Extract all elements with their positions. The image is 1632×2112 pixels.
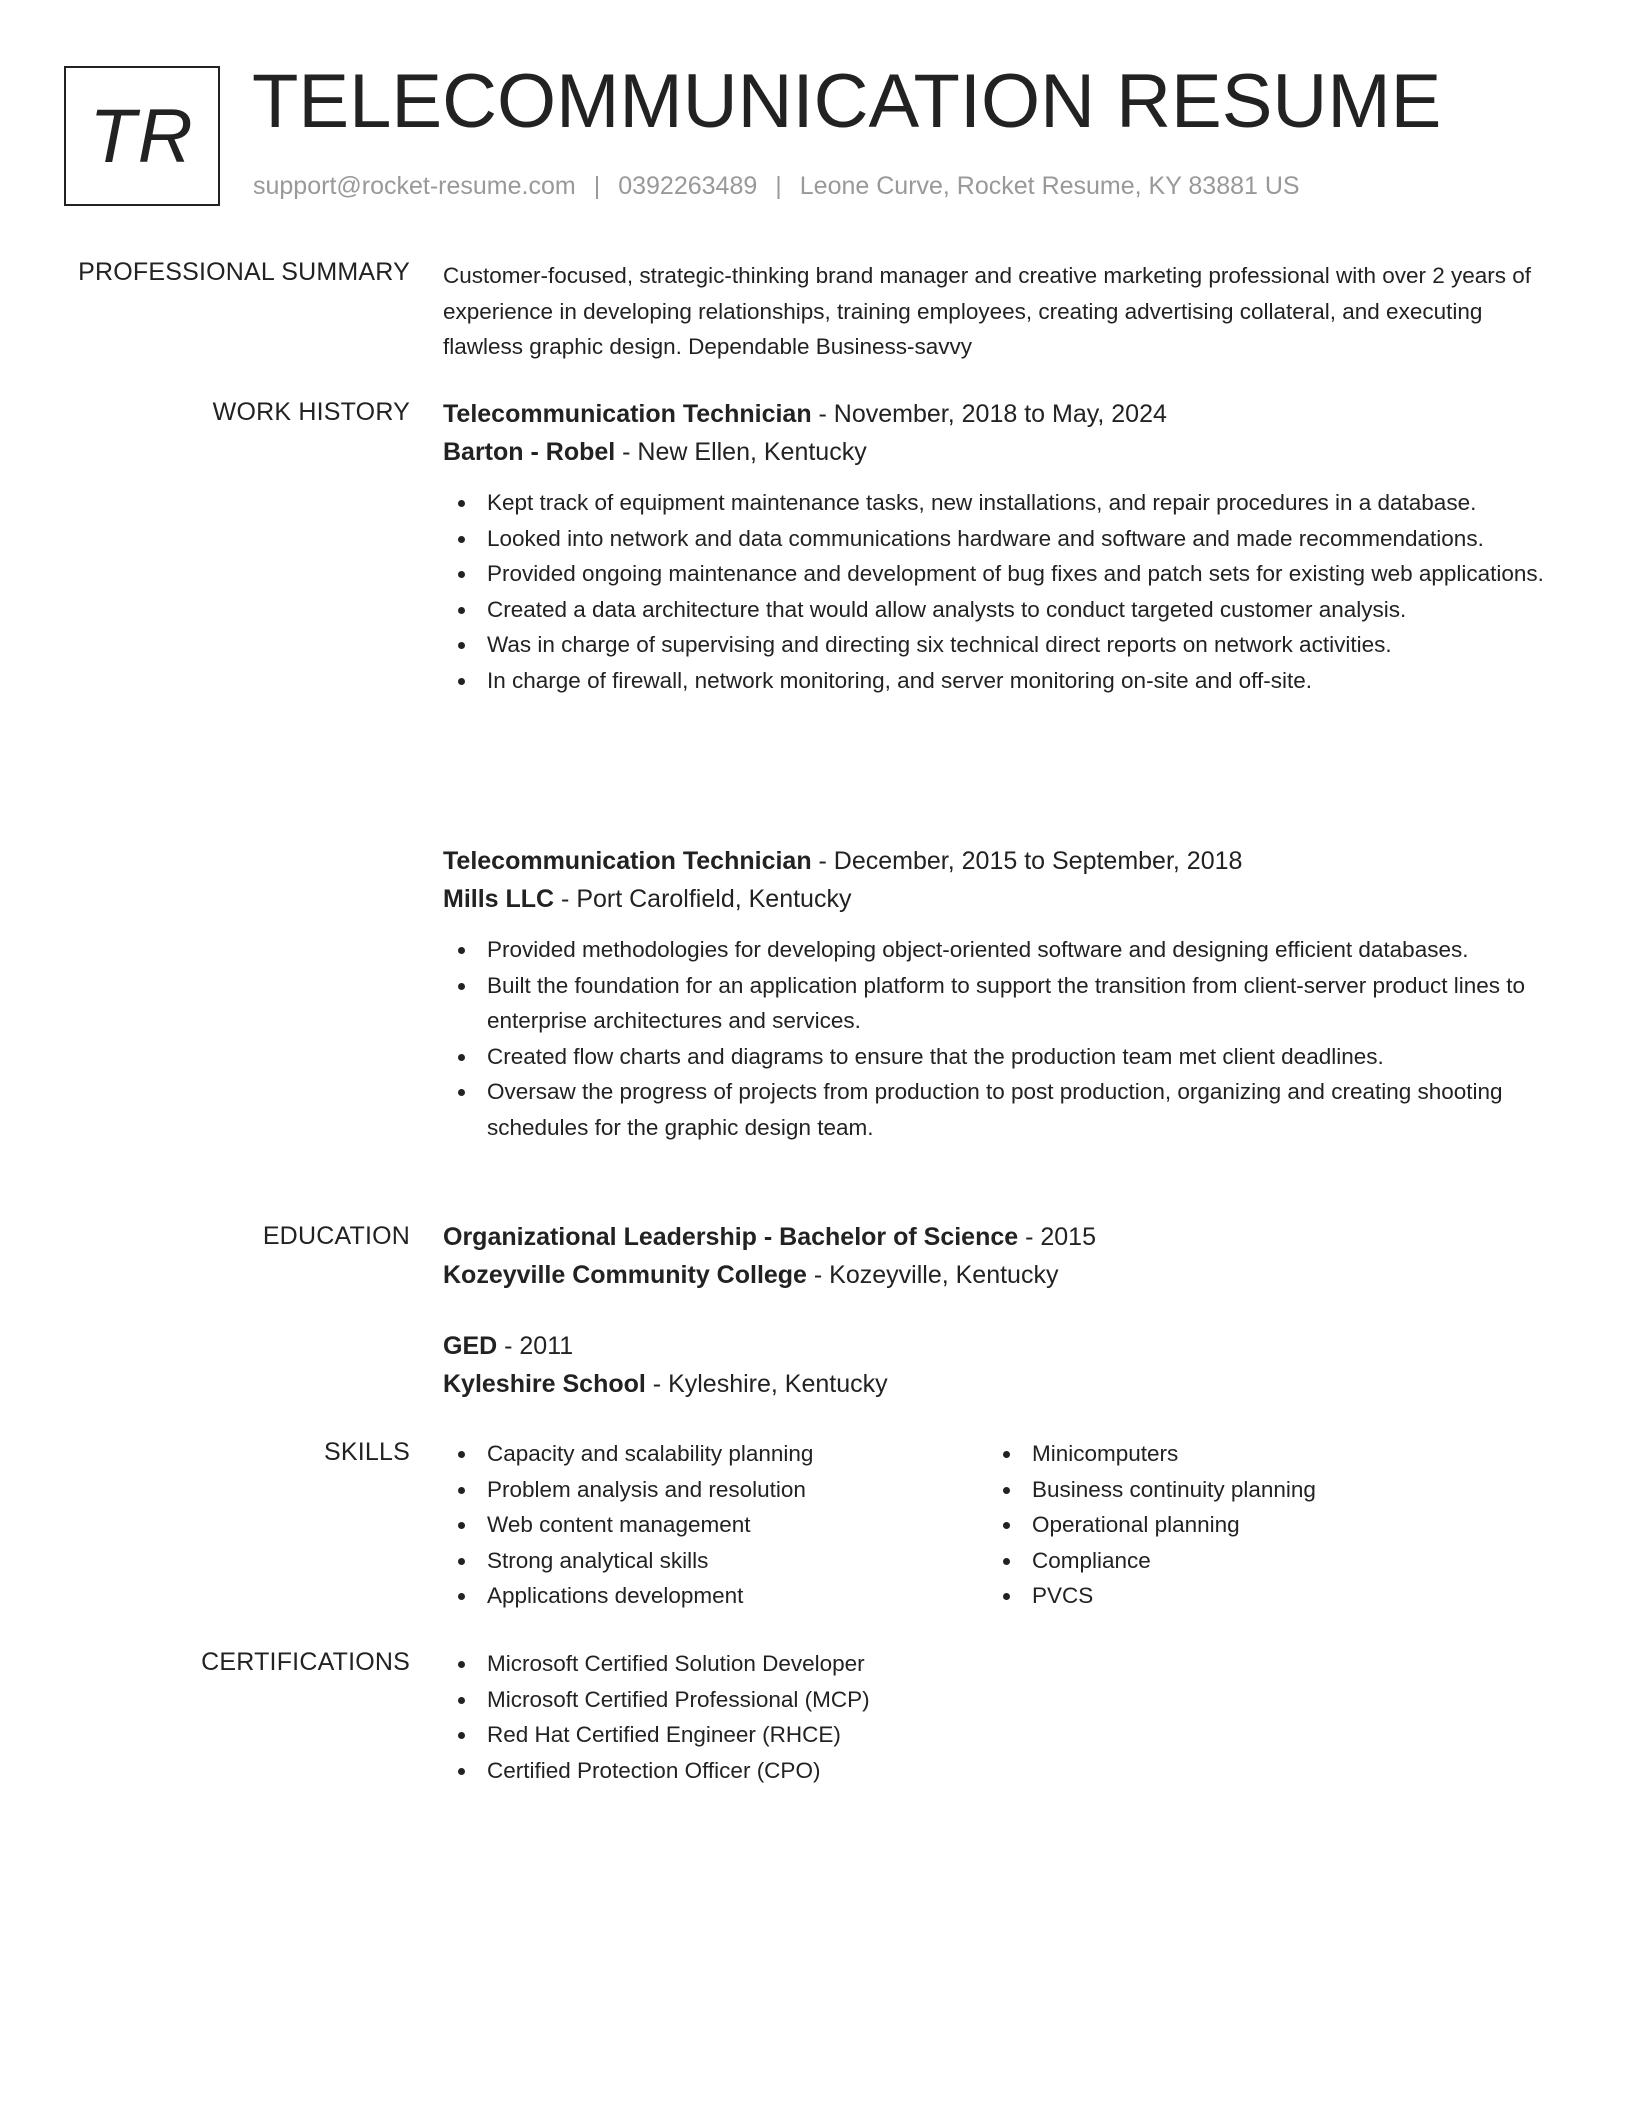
- section-label-work-history: WORK HISTORY: [212, 398, 410, 426]
- list-item: Oversaw the progress of projects from production to post production, organizing and creating shooting schedules for the graphic design team.: [443, 1074, 1553, 1145]
- list-item: Compliance: [988, 1543, 1533, 1579]
- list-item: Applications development: [443, 1578, 988, 1614]
- education-degree-line: [443, 1327, 1553, 1365]
- section-label-summary: PROFESSIONAL SUMMARY: [78, 258, 410, 286]
- list-item: Microsoft Certified Professional (MCP): [443, 1682, 1553, 1718]
- job-title: Telecommunication Technician: [443, 400, 812, 428]
- list-item: Certified Protection Officer (CPO): [443, 1753, 1553, 1789]
- monogram-logo: TR: [64, 66, 220, 206]
- contact-address: Leone Curve, Rocket Resume, KY 83881 US: [799, 172, 1300, 200]
- skills-list-right: [988, 1436, 1533, 1614]
- list-item: PVCS: [988, 1578, 1533, 1614]
- list-item: Created flow charts and diagrams to ensure that the production team met client deadlines.: [443, 1039, 1553, 1075]
- list-item: In charge of firewall, network monitoring, and server monitoring on-site and off-site.: [443, 663, 1553, 699]
- contact-phone[interactable]: 0392263489: [618, 172, 758, 200]
- list-item: Looked into network and data communications hardware and software and made recommendations.: [443, 521, 1553, 557]
- contact-separator: |: [775, 172, 782, 200]
- education-school-line: [443, 1365, 1553, 1403]
- skills-list-left: [443, 1436, 988, 1614]
- job-title-line: [443, 395, 1553, 433]
- list-item: Business continuity planning: [988, 1472, 1533, 1508]
- education-location: - Kyleshire, Kentucky: [645, 1370, 888, 1398]
- job-entry: [443, 395, 1553, 698]
- education-year: - 2011: [497, 1332, 574, 1360]
- certifications-block: [443, 1646, 1553, 1788]
- job-title-line: [443, 842, 1553, 880]
- list-item: Was in charge of supervising and directing six technical direct reports on network activities.: [443, 627, 1553, 663]
- list-item: Kept track of equipment maintenance tasks, new installations, and repair procedures in a database.: [443, 485, 1553, 521]
- education-school: Kozeyville Community College: [443, 1261, 807, 1289]
- job-company-line: [443, 433, 1553, 471]
- education-location: - Kozeyville, Kentucky: [806, 1261, 1059, 1289]
- job-bullets: [443, 932, 1553, 1145]
- job-title: Telecommunication Technician: [443, 847, 812, 875]
- certifications-list: [443, 1646, 1553, 1788]
- contact-email[interactable]: support@rocket-resume.com: [253, 172, 576, 200]
- list-item: Web content management: [443, 1507, 988, 1543]
- job-company: Barton - Robel: [443, 438, 616, 466]
- list-item: Created a data architecture that would allow analysts to conduct targeted customer analysis.: [443, 592, 1553, 628]
- education-degree: Organizational Leadership - Bachelor of Science: [443, 1223, 1019, 1251]
- education-year: - 2015: [1018, 1223, 1096, 1251]
- job-location: - New Ellen, Kentucky: [615, 438, 867, 466]
- job-entry: [443, 842, 1553, 1145]
- list-item: Built the foundation for an application platform to support the transition from client-server product lines to enterprise architectures and services.: [443, 968, 1553, 1039]
- list-item: Problem analysis and resolution: [443, 1472, 988, 1508]
- section-label-skills: SKILLS: [324, 1438, 410, 1466]
- contact-line: [253, 172, 1300, 201]
- job-bullets: [443, 485, 1553, 698]
- section-label-certifications: CERTIFICATIONS: [201, 1648, 410, 1676]
- job-company-line: [443, 880, 1553, 918]
- list-item: Capacity and scalability planning: [443, 1436, 988, 1472]
- education-entry: [443, 1327, 1553, 1403]
- education-entry: [443, 1218, 1553, 1294]
- education-degree-line: [443, 1218, 1553, 1256]
- list-item: Provided methodologies for developing object-oriented software and designing efficient databases.: [443, 932, 1553, 968]
- education-degree: GED: [443, 1332, 498, 1360]
- contact-separator: |: [593, 172, 601, 200]
- job-dates: - November, 2018 to May, 2024: [811, 400, 1167, 428]
- job-location: - Port Carolfield, Kentucky: [554, 885, 852, 913]
- job-company: Mills LLC: [443, 885, 555, 913]
- education-school-line: [443, 1256, 1553, 1294]
- list-item: Minicomputers: [988, 1436, 1533, 1472]
- resume-title: TELECOMMUNICATION RESUME: [252, 59, 1442, 144]
- job-dates: - December, 2015 to September, 2018: [811, 847, 1243, 875]
- summary-text: Customer-focused, strategic-thinking brand manager and creative marketing professional with over 2 years of experience in developing relationships, training employees, creating advertising collateral, and executing flawless graphic design. Dependable Business-savvy: [443, 263, 1532, 359]
- skills-grid: [443, 1436, 1553, 1614]
- section-label-education: EDUCATION: [262, 1222, 410, 1250]
- list-item: Red Hat Certified Engineer (RHCE): [443, 1717, 1553, 1753]
- list-item: Provided ongoing maintenance and development of bug fixes and patch sets for existing web applications.: [443, 556, 1553, 592]
- list-item: Strong analytical skills: [443, 1543, 988, 1579]
- list-item: Microsoft Certified Solution Developer: [443, 1646, 1553, 1682]
- list-item: Operational planning: [988, 1507, 1533, 1543]
- education-school: Kyleshire School: [443, 1370, 646, 1398]
